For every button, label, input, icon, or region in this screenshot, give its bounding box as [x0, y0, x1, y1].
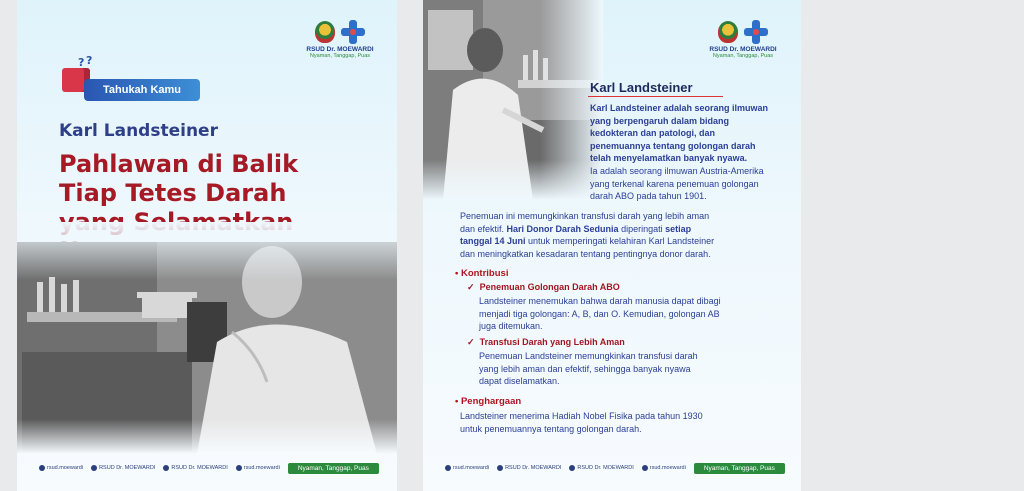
- intro-line: yang berpengaruh dalam bidang: [590, 115, 730, 126]
- donor-day-name: Hari Donor Darah Sedunia: [506, 223, 619, 234]
- logo-tagline: Nyaman, Tanggap, Puas: [309, 53, 371, 59]
- social-label: rsud.moewardi: [243, 465, 280, 471]
- hospital-logo: [703, 20, 783, 59]
- headline-line: Tiap Tetes Darah: [59, 179, 287, 207]
- social-instagram[interactable]: [445, 465, 489, 471]
- award-text: [460, 410, 703, 435]
- award-line: Landsteiner menerima Hadiah Nobel Fisika pada tahun 1930: [460, 411, 703, 421]
- intro-line: telah menyelamatkan banyak nyawa.: [590, 153, 748, 164]
- hospital-cross-icon: [341, 20, 365, 44]
- subject-name: Karl Landsteiner: [59, 121, 218, 141]
- contribution-line: Penemuan Landsteiner memungkinkan transfusi darah: [479, 351, 698, 361]
- instagram-icon: [39, 465, 45, 471]
- logo-name: RSUD Dr. MOEWARDI: [306, 46, 374, 53]
- social-instagram[interactable]: [39, 465, 83, 471]
- contribution-line: dapat diselamatkan.: [479, 376, 560, 387]
- poster-left: [17, 0, 397, 491]
- transfusion-line: Penemuan ini memungkinkan transfusi darah yang lebih aman: [460, 211, 710, 221]
- logo-tagline: Nyaman, Tanggap, Puas: [712, 53, 774, 59]
- social-tiktok[interactable]: [642, 465, 686, 471]
- contribution-item-title: ✓ Penemuan Golongan Darah ABO: [467, 282, 620, 292]
- bio-line: Ia adalah seorang ilmuwan Austria-Amerika: [590, 166, 764, 176]
- instagram-icon: [445, 465, 451, 471]
- title-divider: [588, 96, 723, 97]
- award-heading: • Penghargaan: [455, 396, 522, 407]
- tiktok-icon: [236, 465, 242, 471]
- article-title: Karl Landsteiner: [590, 80, 693, 95]
- facebook-icon: [91, 465, 97, 471]
- social-facebook[interactable]: [91, 465, 155, 471]
- contribution-item-text: [479, 350, 698, 388]
- social-label: RSUD Dr. MOEWARDI: [99, 465, 156, 471]
- headline-line: Pahlawan di Balik: [59, 150, 299, 178]
- province-seal-icon: [718, 21, 738, 43]
- question-box-icon: ? ?: [60, 60, 94, 94]
- youtube-icon: [569, 465, 575, 471]
- poster-right: [423, 0, 801, 491]
- contribution-line: Landsteiner menemukan bahwa darah manusia dapat dibagi: [479, 296, 721, 306]
- bio-paragraph: [590, 165, 764, 203]
- landsteiner-lab-photo: [17, 222, 397, 454]
- hospital-logo: [300, 20, 380, 59]
- youtube-icon: [163, 465, 169, 471]
- transfusion-line: tanggal 14 Juni untuk memperingati kelahiran Karl Landsteiner: [460, 236, 715, 247]
- footer-tagline: Nyaman, Tanggap, Puas: [288, 463, 379, 474]
- intro-line: penemuannya tentang golongan darah: [590, 140, 756, 151]
- footer: [445, 461, 781, 475]
- social-youtube[interactable]: [163, 465, 227, 471]
- social-label: RSUD Dr. MOEWARDI: [171, 465, 228, 471]
- transfusion-line: dan meningkatkan kesadaran tentang pentingnya donor darah.: [460, 248, 711, 259]
- bio-line: darah ABO pada tahun 1901.: [590, 191, 707, 202]
- intro-line: kedokteran dan patologi, dan: [590, 128, 716, 139]
- check-icon: ✓: [467, 337, 475, 347]
- contribution-line: menjadi tiga golongan: A, B, dan O. Kemudian, golongan AB: [479, 308, 720, 319]
- contribution-line: juga ditemukan.: [479, 321, 543, 332]
- social-label: rsud.moewardi: [649, 465, 686, 471]
- award-line: untuk penemuannya tentang golongan darah.: [460, 423, 642, 434]
- contribution-line: yang lebih aman dan efektif, sehingga banyak nyawa: [479, 363, 691, 374]
- logo-name: RSUD Dr. MOEWARDI: [709, 46, 777, 53]
- social-label: RSUD Dr. MOEWARDI: [505, 465, 562, 471]
- tiktok-icon: [642, 465, 648, 471]
- intro-paragraph: [590, 102, 768, 165]
- transfusion-paragraph: [460, 210, 714, 260]
- hospital-cross-icon: [744, 20, 768, 44]
- donor-day-date: tanggal 14 Juni: [460, 236, 526, 247]
- social-label: rsud.moewardi: [453, 465, 490, 471]
- social-youtube[interactable]: [569, 465, 633, 471]
- bio-line: yang terkenal karena penemuan golongan: [590, 178, 759, 189]
- tahukah-kamu-badge: Tahukah Kamu: [84, 79, 200, 101]
- footer-tagline: Nyaman, Tanggap, Puas: [694, 463, 785, 474]
- check-icon: ✓: [467, 282, 475, 292]
- social-label: rsud.moewardi: [47, 465, 84, 471]
- intro-line: Karl Landsteiner adalah seorang ilmuwan: [590, 103, 769, 113]
- contribution-item-text: [479, 295, 721, 333]
- contributions-heading: • Kontribusi: [455, 268, 509, 279]
- footer: [39, 461, 377, 475]
- transfusion-line: dan efektif. Hari Donor Darah Sedunia diperingati setiap: [460, 223, 692, 234]
- social-tiktok[interactable]: [236, 465, 280, 471]
- facebook-icon: [497, 465, 503, 471]
- social-label: RSUD Dr. MOEWARDI: [577, 465, 634, 471]
- province-seal-icon: [315, 21, 335, 43]
- landsteiner-portrait-photo: [423, 0, 603, 200]
- social-facebook[interactable]: [497, 465, 561, 471]
- contribution-item-title: ✓ Transfusi Darah yang Lebih Aman: [467, 337, 625, 347]
